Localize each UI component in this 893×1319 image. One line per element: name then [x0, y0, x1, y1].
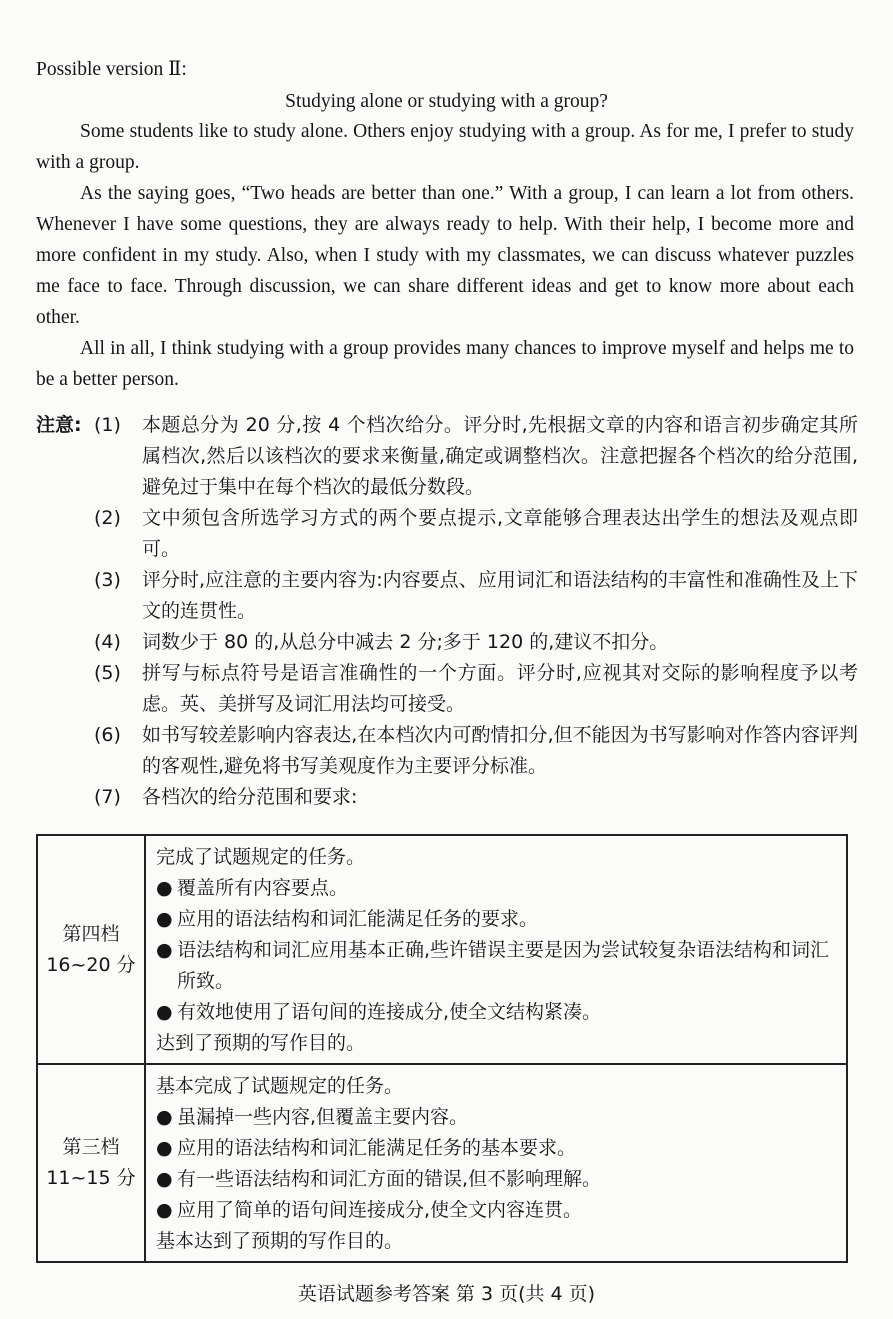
note-number: (4): [94, 631, 121, 653]
note-text: 评分时,应注意的主要内容为:内容要点、应用词汇和语法结构的丰富性和准确性及上下文的连贯性。: [142, 569, 858, 622]
grade-outro: 基本达到了预期的写作目的。: [156, 1230, 404, 1252]
note-item: [36, 503, 858, 565]
essay-body: [36, 116, 854, 395]
scoring-notes: [36, 410, 858, 813]
note-number: (5): [94, 662, 121, 684]
grade-range: 16~20 分: [46, 953, 136, 976]
note-item: [36, 782, 858, 813]
note-text: 文中须包含所选学习方式的两个要点提示,文章能够合理表达出学生的想法及观点即可。: [142, 507, 858, 560]
grade-criterion: ● 语法结构和词汇应用基本正确,些许错误主要是因为尝试较复杂语法结构和词汇所致。: [156, 935, 838, 997]
notes-label: 注意:: [36, 414, 82, 436]
note-text: 各档次的给分范围和要求:: [142, 786, 358, 808]
grade-intro: 完成了试题规定的任务。: [156, 846, 366, 868]
note-item: [36, 720, 858, 782]
grade-description: [145, 835, 847, 1064]
note-text: 如书写较差影响内容表达,在本档次内可酌情扣分,但不能因为书写影响对作答内容评判的客观性,避免将书写美观度作为主要评分标准。: [142, 724, 858, 777]
note-item: [36, 565, 858, 627]
grade-outro: 达到了预期的写作目的。: [156, 1032, 366, 1054]
essay-paragraph: All in all, I think studying with a group provides many chances to improve myself and helps me to be a better person.: [36, 338, 854, 390]
note-number: (1): [94, 414, 121, 436]
grade-criterion: ● 应用的语法结构和词汇能满足任务的要求。: [156, 904, 838, 935]
bullet-icon: ●: [156, 877, 173, 899]
note-item: [36, 410, 858, 503]
note-item: [36, 658, 858, 720]
grade-criterion: ● 虽漏掉一些内容,但覆盖主要内容。: [156, 1102, 838, 1133]
grade-intro: 基本完成了试题规定的任务。: [156, 1075, 404, 1097]
bullet-icon: ●: [156, 908, 173, 930]
grade-description: [145, 1064, 847, 1262]
grade-range: 11~15 分: [46, 1167, 136, 1189]
bullet-icon: ●: [156, 1168, 173, 1190]
grade-row: [37, 835, 847, 1064]
note-number: (6): [94, 724, 121, 746]
version-label: Possible version Ⅱ:: [36, 59, 187, 80]
note-text: 本题总分为 20 分,按 4 个档次给分。评分时,先根据文章的内容和语言初步确定其所属档次,然后以该档次的要求来衡量,确定或调整档次。注意把握各个档次的给分范围,避免过于集中在每个档次的最低分数段。: [142, 414, 858, 498]
grade-level: 第三档: [62, 1136, 120, 1158]
grade-level: 第四档: [62, 922, 120, 945]
grade-criterion: ● 应用的语法结构和词汇能满足任务的基本要求。: [156, 1133, 838, 1164]
bullet-icon: ●: [156, 1199, 173, 1221]
grading-table: [36, 834, 848, 1263]
note-number: (2): [94, 507, 121, 529]
note-text: 拼写与标点符号是语言准确性的一个方面。评分时,应视其对交际的影响程度予以考虑。英、美拼写及词汇用法均可接受。: [142, 662, 858, 715]
note-number: (7): [94, 786, 121, 808]
bullet-icon: ●: [156, 1137, 173, 1159]
note-item: [36, 627, 858, 658]
grade-criterion: ● 有一些语法结构和词汇方面的错误,但不影响理解。: [156, 1164, 838, 1195]
grade-row: [37, 1064, 847, 1262]
grade-level-cell: [37, 835, 145, 1064]
grade-criterion: ● 覆盖所有内容要点。: [156, 873, 838, 904]
bullet-icon: ●: [156, 939, 173, 961]
essay-paragraph: Some students like to study alone. Others enjoy studying with a group. As for me, I prefer to study with a group.: [36, 121, 854, 173]
grade-criterion: ● 有效地使用了语句间的连接成分,使全文结构紧凑。: [156, 997, 838, 1028]
grade-level-cell: [37, 1064, 145, 1262]
note-text: 词数少于 80 的,从总分中减去 2 分;多于 120 的,建议不扣分。: [142, 631, 669, 653]
bullet-icon: ●: [156, 1001, 173, 1023]
essay-title: Studying alone or studying with a group?: [285, 91, 608, 112]
note-number: (3): [94, 569, 121, 591]
bullet-icon: ●: [156, 1106, 173, 1128]
essay-paragraph: As the saying goes, “Two heads are better than one.” With a group, I can learn a lot from others. Whenever I have some questions, they are always ready to help. With their help, I become more and more confident in my study. Also, when I study with my classmates, we can discuss whatever puzzles me face to face. Through discussion, we can share different ideas and get to know more about each other.: [36, 183, 854, 328]
grade-criterion: ● 应用了简单的语句间连接成分,使全文内容连贯。: [156, 1195, 838, 1226]
page-footer: 英语试题参考答案 第 3 页(共 4 页): [297, 1283, 596, 1305]
